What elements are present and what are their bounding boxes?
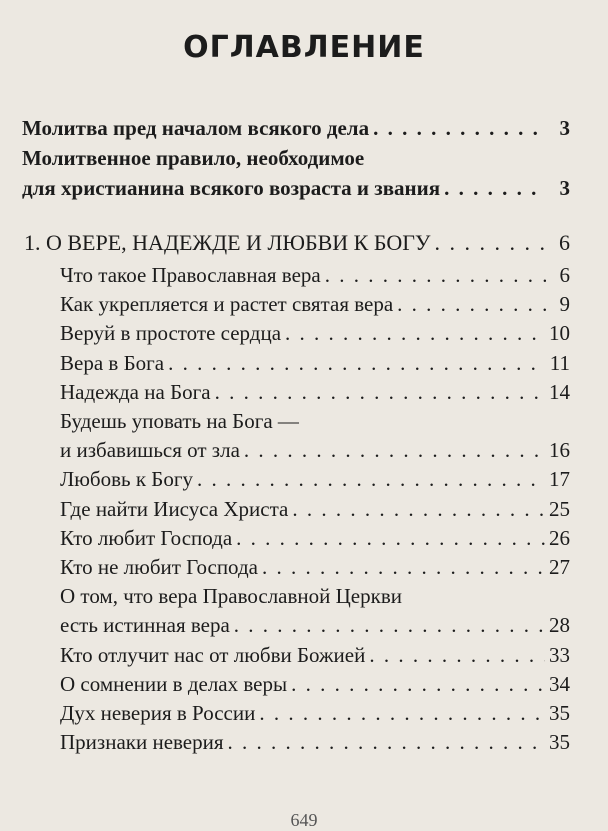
toc-item-page: 14 [549,379,570,404]
toc-item-page: 25 [549,496,570,521]
leader-dots [444,176,546,201]
leader-dots [228,730,545,755]
leader-dots [285,321,545,346]
leader-dots [397,292,546,317]
leader-dots [244,438,545,463]
toc-item [60,730,570,755]
toc-item [60,497,570,522]
leader-dots [373,116,546,141]
toc-item-page: 34 [549,671,570,696]
toc-item-page: 11 [549,350,570,375]
toc-item [60,672,570,697]
toc-item [60,292,570,317]
toc-item-page: 28 [549,613,570,638]
leader-dots [325,263,546,288]
toc-item [60,351,570,376]
toc-item-text: Кто не любит Господа [60,555,258,579]
toc-item-text: Что такое Православная вера [60,263,321,287]
leader-dots [197,467,545,492]
leader-dots [168,351,546,376]
toc-entry-page: 3 [559,176,570,200]
toc-item [60,613,570,638]
toc-item [60,263,570,288]
toc-item-text: Кто отлучит нас от любви Божией [60,642,366,667]
toc-item-page: 10 [549,321,570,346]
leader-dots [369,643,545,668]
toc-item-text: Признаки неверия [60,730,224,755]
toc-item [60,643,570,668]
toc-entry-rule [22,176,570,201]
toc-item-page: 26 [549,525,570,550]
leader-dots [259,701,545,726]
toc-item-text: Как укрепляется и растет святая вера [60,292,394,317]
toc-section-page: 6 [559,230,570,255]
toc-item-text: Дух неверия в России [60,701,256,725]
toc-item-page: 6 [559,263,570,287]
toc-item [60,380,570,405]
leader-dots [435,230,546,256]
leader-dots [292,497,545,522]
toc-item-text: Где найти Иисуса Христа [60,496,289,521]
toc-item-page: 35 [549,701,570,725]
toc-entry-page: 3 [559,116,570,140]
leader-dots [234,613,545,638]
toc-item [60,321,570,346]
leader-dots [262,555,545,580]
toc-item-page: 35 [549,730,570,755]
toc-item-text: есть истинная вера [60,613,230,638]
toc-item [60,701,570,726]
toc-item-page: 33 [549,642,570,667]
page-title: ОГЛАВЛЕНИЕ [183,30,425,65]
toc-item-text: и избавишься от зла [60,438,240,463]
leader-dots [291,672,545,697]
toc-item-page: 17 [549,467,570,492]
leader-dots [236,526,545,551]
toc-entry-rule-line1: Молитвенное правило, необходимое [22,146,365,170]
toc-item-text: Веруй в простоте сердца [60,321,282,346]
toc-item [60,555,570,580]
toc-section-text: 1. О ВЕРЕ, НАДЕЖДЕ И ЛЮБВИ К БОГУ [24,230,431,255]
toc-item-line1: О том, что вера Православной Церкви [60,584,402,609]
toc-item-text: Надежда на Бога [60,379,211,404]
toc-item [60,467,570,492]
toc-entry-text: Молитва пред началом всякого дела [22,116,370,140]
toc-item-text: О сомнении в делах веры [60,671,288,696]
leader-dots [215,380,545,405]
toc-item-page: 16 [549,438,570,463]
toc-item-text: Вера в Бога [60,350,165,375]
toc-section-1 [24,230,570,256]
toc-item-page: 27 [549,555,570,579]
toc-item-text: Кто любит Господа [60,525,233,550]
toc-item [60,438,570,463]
toc-item-text: Любовь к Богу [60,467,193,492]
toc-item-page: 9 [559,292,570,317]
page-number: 649 [290,810,318,830]
toc-entry-prayer [22,116,570,141]
toc-entry-text: для христианина всякого возраста и звания [22,176,441,200]
toc-item-line1: Будешь уповать на Бога — [60,409,299,433]
toc-item [60,526,570,551]
